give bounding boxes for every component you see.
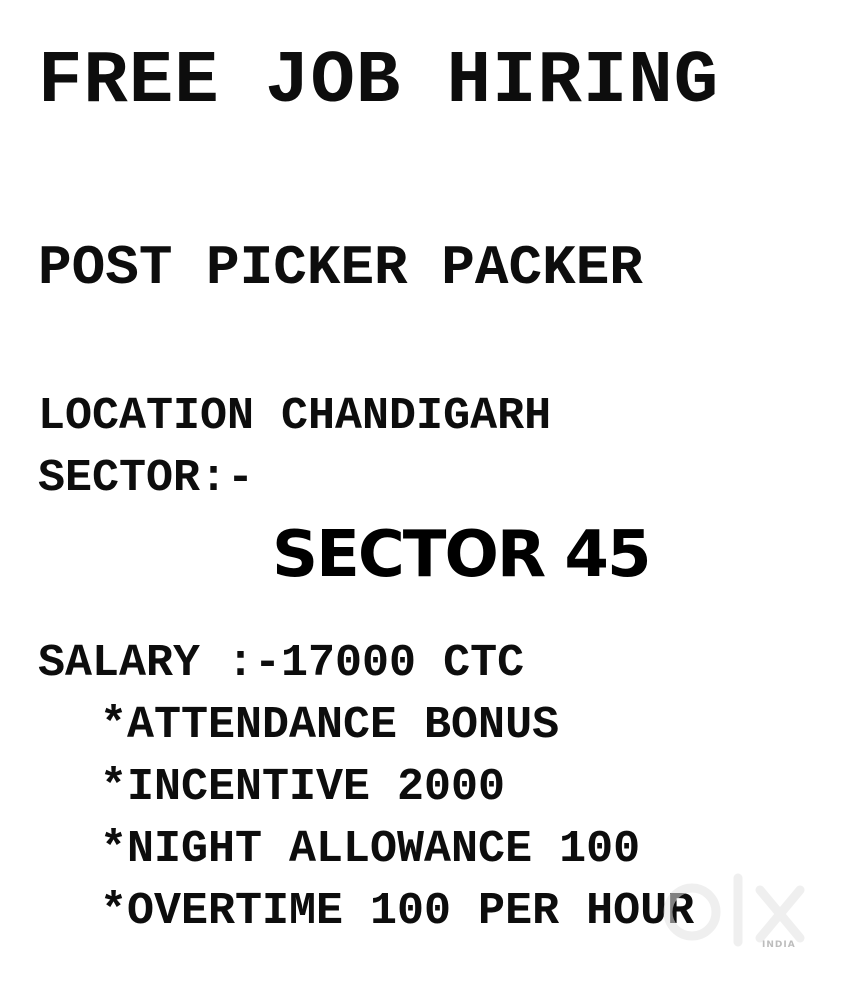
perk-night-allowance: *NIGHT ALLOWANCE 100 bbox=[100, 824, 641, 875]
job-post: POST PICKER PACKER bbox=[38, 236, 643, 300]
job-location: LOCATION CHANDIGARH bbox=[38, 391, 552, 442]
page-title: FREE JOB HIRING bbox=[38, 40, 720, 124]
salary-line: SALARY :-17000 CTC bbox=[38, 638, 525, 689]
sector-label: SECTOR:- bbox=[38, 453, 255, 504]
perk-overtime: *OVERTIME 100 PER HOUR bbox=[100, 886, 695, 937]
olx-watermark-logo bbox=[660, 862, 820, 962]
watermark-tag: INDIA bbox=[762, 940, 796, 950]
sector-value: SECTOR 45 bbox=[272, 518, 650, 592]
perk-attendance-bonus: *ATTENDANCE BONUS bbox=[100, 700, 560, 751]
perk-incentive: *INCENTIVE 2000 bbox=[100, 762, 506, 813]
